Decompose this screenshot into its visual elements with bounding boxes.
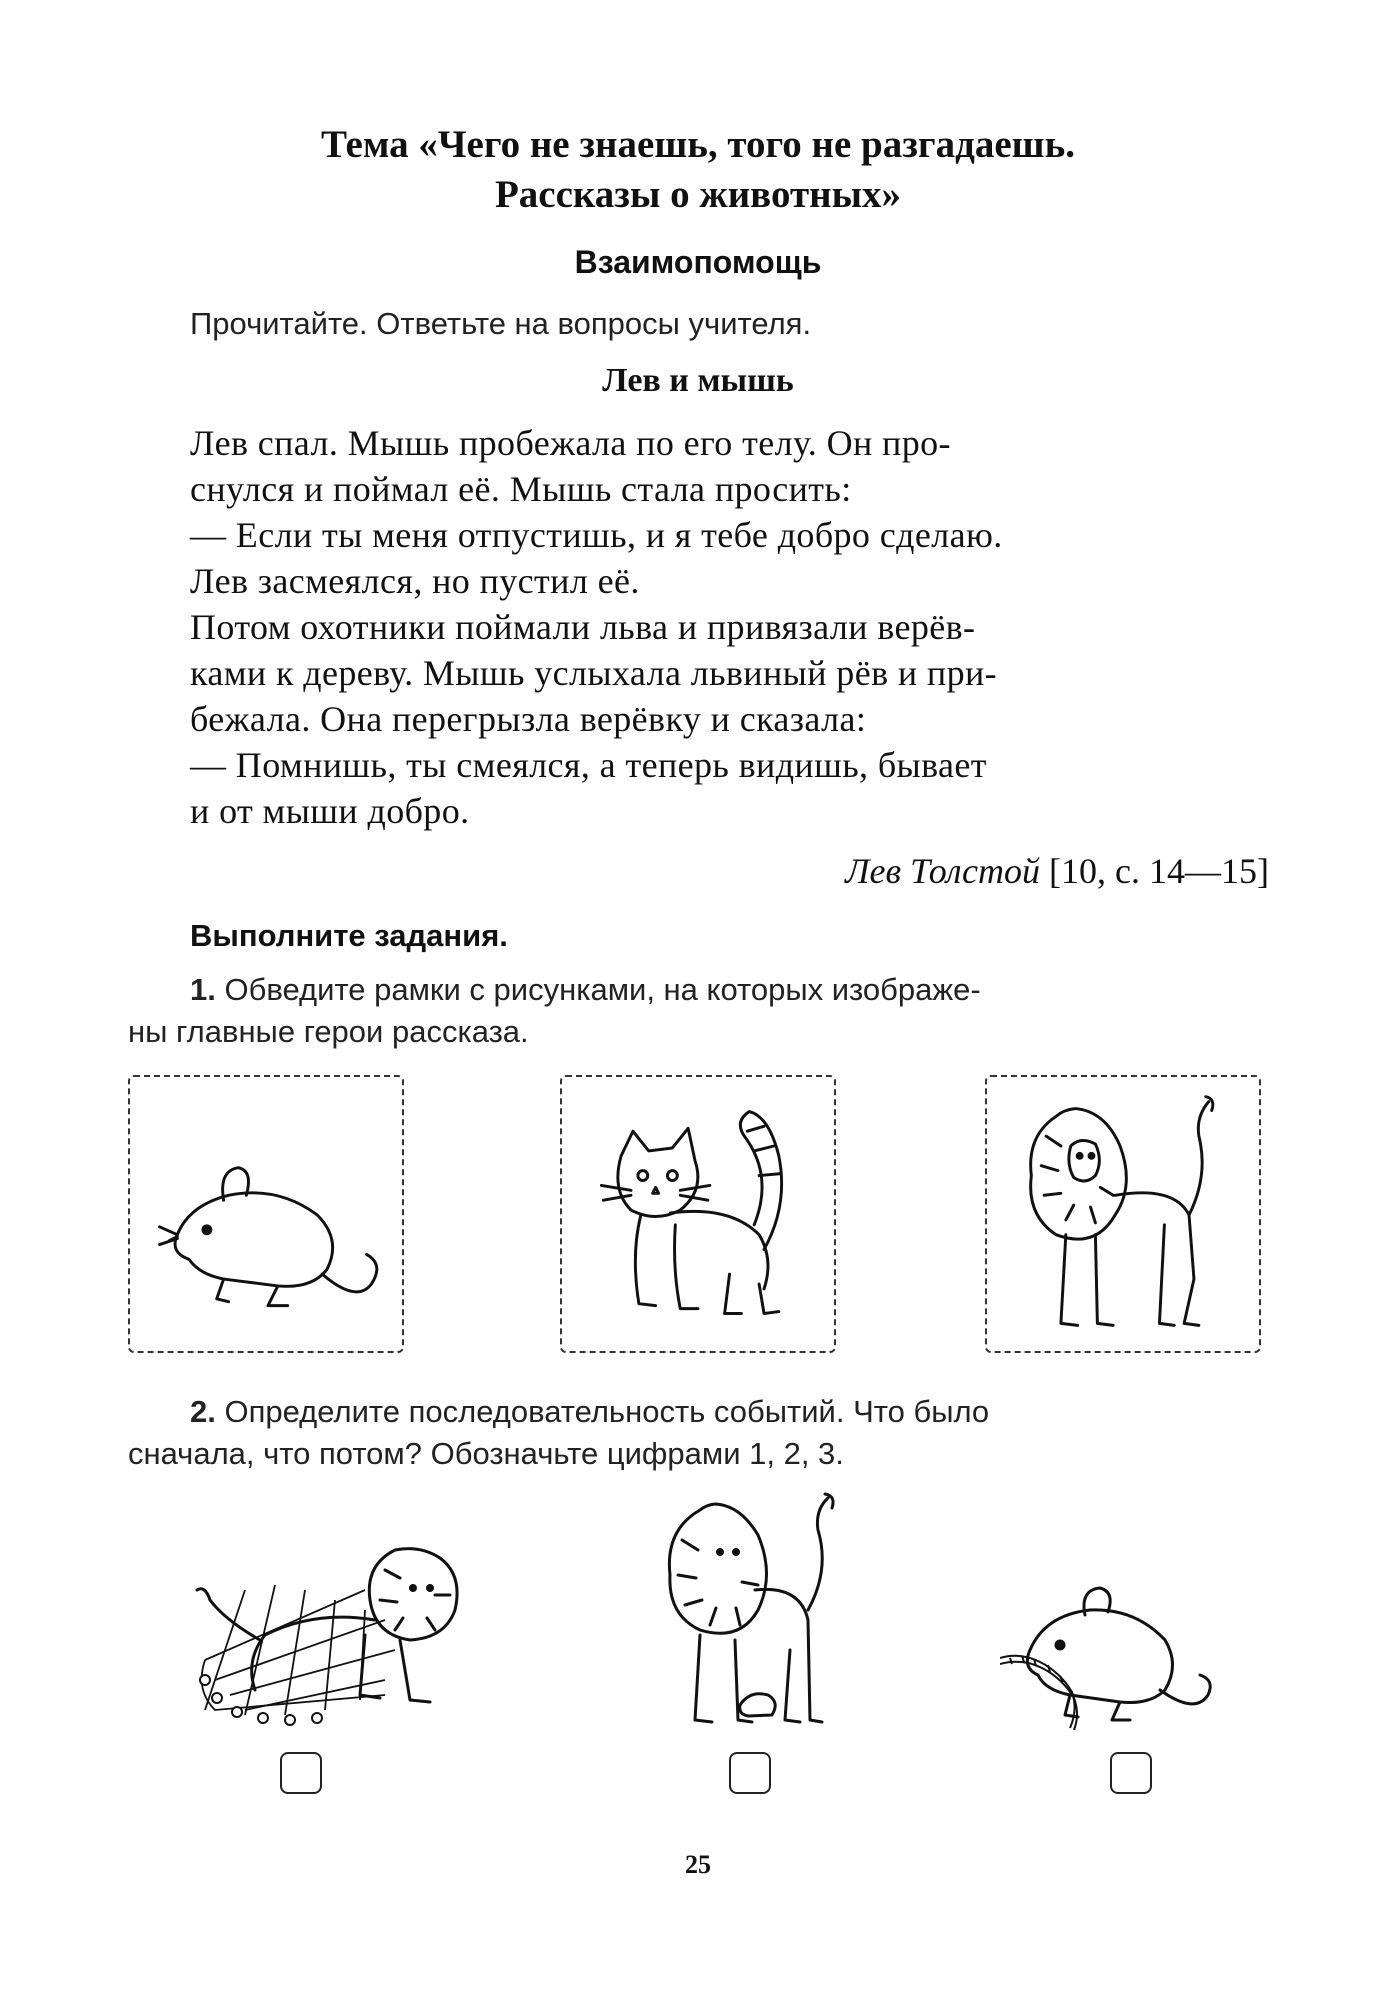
picture-frame-lion[interactable] xyxy=(985,1075,1261,1353)
story-author: Лев Толстой xyxy=(845,851,1041,891)
tasks-heading: Выполните задания. xyxy=(190,918,508,953)
task-2-line-2: сначала, что потом? Обозначьте цифрами 1, 2, 3. xyxy=(128,1436,844,1471)
mouse-with-rope-icon xyxy=(1000,1580,1220,1730)
story-attribution xyxy=(845,850,1269,892)
lion-in-net-icon xyxy=(185,1530,515,1730)
section-heading: Взаимопомощь xyxy=(574,244,822,280)
story-line: — Помнишь, ты смеялся, а теперь видишь, бывает xyxy=(190,745,987,785)
story-line: Лев спал. Мышь пробежала по его телу. Он про- xyxy=(190,423,951,463)
task-2-text: Определите последовательность событий. Что было xyxy=(224,1394,990,1429)
task-2-number: 2. xyxy=(190,1394,216,1429)
story-line: Потом охотники поймали льва и привязали верёв- xyxy=(190,607,976,647)
story-line: бежала. Она перегрызла верёвку и сказала: xyxy=(190,699,867,739)
order-checkbox-2[interactable] xyxy=(729,1752,771,1794)
order-checkbox-3[interactable] xyxy=(1110,1752,1152,1794)
story-source: [10, с. 14—15] xyxy=(1049,851,1269,891)
picture-lion-over-mouse xyxy=(640,1490,860,1730)
task-1-line-1 xyxy=(190,970,981,1010)
story-text xyxy=(190,420,1270,834)
task-1-number: 1. xyxy=(190,972,216,1007)
story-line: — Если ты меня отпустишь, и я тебе добро сделаю. xyxy=(190,515,1003,555)
instruction-text: Прочитайте. Ответьте на вопросы учителя. xyxy=(190,306,812,341)
page-number: 25 xyxy=(685,1850,711,1879)
picture-frame-kitten[interactable] xyxy=(560,1075,836,1353)
task-1-text: Обведите рамки с рисунками, на которых изображе- xyxy=(224,972,981,1007)
order-checkbox-1[interactable] xyxy=(280,1752,322,1794)
story-line: Лев засмеялся, но пустил её. xyxy=(190,561,640,601)
task-2-line-1 xyxy=(190,1392,989,1432)
picture-mouse-with-rope xyxy=(1000,1580,1220,1730)
picture-lion-in-net xyxy=(185,1530,515,1730)
story-line: и от мыши добро. xyxy=(190,791,470,831)
page-title xyxy=(0,120,1396,220)
story-title: Лев и мышь xyxy=(602,362,794,399)
lion-over-mouse-icon xyxy=(640,1490,860,1730)
story-line: снулся и поймал её. Мышь стала просить: xyxy=(190,469,852,509)
page-title-line-2: Рассказы о животных» xyxy=(494,173,902,216)
lion-icon xyxy=(987,1077,1259,1351)
mouse-icon xyxy=(130,1077,402,1351)
task-1-line-2: ны главные герои рассказа. xyxy=(128,1014,529,1049)
picture-frame-mouse[interactable] xyxy=(128,1075,404,1353)
kitten-icon xyxy=(562,1077,834,1351)
story-line: ками к дереву. Мышь услыхала львиный рёв и при- xyxy=(190,653,998,693)
page-title-line-1: Тема «Чего не знаешь, того не разгадаешь. xyxy=(321,123,1075,166)
